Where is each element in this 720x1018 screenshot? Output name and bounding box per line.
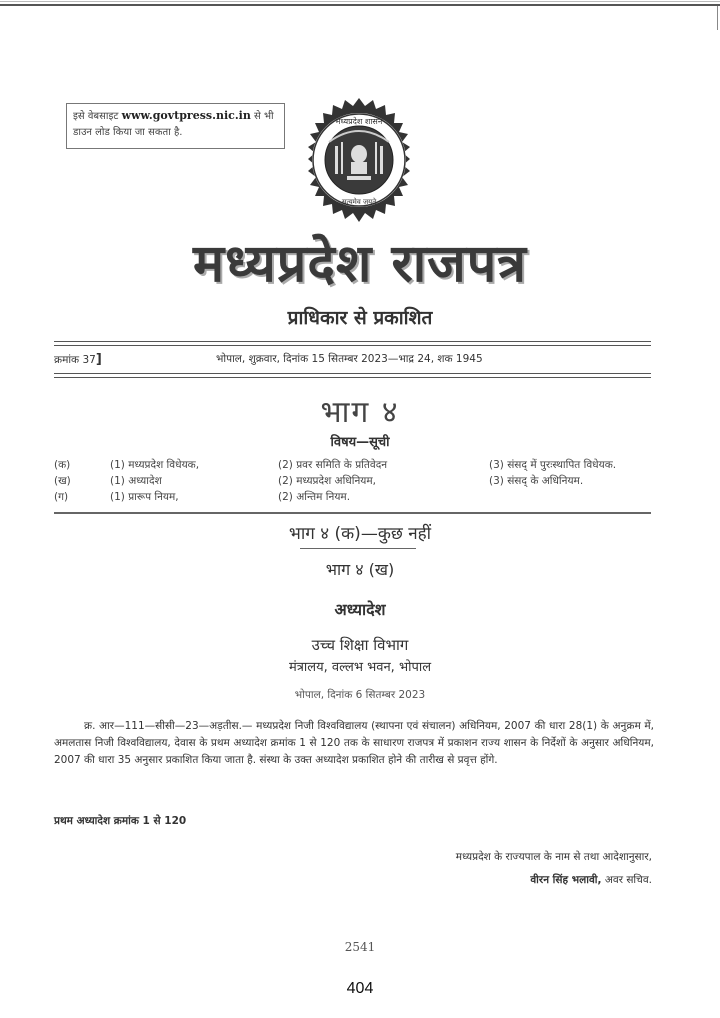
signatory-title: अवर सचिव. [601, 874, 652, 886]
issue-date: भोपाल, शुक्रवार, दिनांक 15 सितम्बर 2023—भाद्र 24, शक 1945 [216, 353, 483, 365]
notice-body: क्र. आर—111—सीसी—23—अड़तीस.— मध्यप्रदेश निजी विश्वविद्यालय (स्थापना एवं संचालन) अधिनियम, 2007 की धारा 28(1) के अनुक्रम में, अमलतास निजी विश्वविद्यालय, देवास के प्रथम अध्यादेश क्रमांक 1 से 120 तक के साधारण राजपत्र में प्रकाशन राज्य शासन के निर्देशों के अनुसार अधिनियम, 2007 की धारा 35 अनुसार प्रकाशित किया जाता है. संस्था के उक्त अध्यादेश प्रकाशित होने की तारीख से प्रवृत्त होंगे. [54, 720, 654, 766]
toc-item: (1) प्रारूप नियम, [110, 491, 179, 503]
part-4b-heading: भाग ४ (ख) [325, 560, 395, 579]
toc-key: (क) [54, 459, 71, 471]
ordinance-reference: प्रथम अध्यादेश क्रमांक 1 से 120 [54, 815, 187, 827]
department-name: उच्च शिक्षा विभाग [311, 636, 409, 654]
page-number: 404 [346, 980, 374, 997]
page-top-border [0, 4, 720, 6]
toc-item: (3) संसद् में पुरःस्थापित विधेयक. [489, 459, 617, 471]
website-notice-pre: इसे वेबसाइट [73, 111, 122, 122]
toc-row [54, 490, 654, 506]
original-page-number: 2541 [344, 940, 376, 954]
gazette-masthead: मध्यप्रदेश राजपत्र [192, 233, 528, 294]
toc-item: (1) अध्यादेश [110, 475, 162, 487]
toc-row [54, 474, 654, 490]
issue-divider-top [54, 341, 651, 346]
emblem-motto: सत्यमेव जयते [341, 198, 377, 206]
part-4a-heading: भाग ४ (क)—कुछ नहीं [288, 524, 432, 544]
website-url[interactable]: www.govtpress.nic.in [121, 109, 251, 122]
part-4a-divider [300, 548, 416, 549]
scan-edge-right [717, 6, 718, 30]
state-emblem-icon [295, 96, 423, 224]
toc-item: (3) संसद् के अधिनियम. [489, 475, 584, 487]
scan-edge-top [0, 1, 720, 2]
signatory-name: वीरन सिंह भलावी, [530, 874, 602, 886]
website-notice-post: से भी डाउन लोड किया जा सकता है. [73, 111, 274, 138]
issue-divider-bottom [54, 373, 651, 378]
toc-item: (2) अन्तिम नियम. [278, 491, 351, 503]
emblem-top-text: मध्यप्रदेश शासन [335, 117, 383, 126]
notice-place-date: भोपाल, दिनांक 6 सितम्बर 2023 [294, 689, 426, 701]
toc-row [54, 458, 654, 474]
part-title: भाग ४ [320, 395, 400, 430]
toc-title: विषय—सूची [330, 435, 390, 450]
signatory [530, 873, 652, 887]
gazette-subhead: प्राधिकार से प्रकाशित [287, 307, 433, 329]
authority-line: मध्यप्रदेश के राज्यपाल के नाम से तथा आदेशानुसार, [455, 851, 652, 863]
table-of-contents [54, 458, 654, 506]
toc-item: (2) प्रवर समिति के प्रतिवेदन [278, 459, 388, 471]
department-address: मंत्रालय, वल्लभ भवन, भोपाल [288, 660, 432, 675]
toc-key: (ख) [54, 475, 71, 487]
toc-key: (ग) [54, 491, 69, 503]
toc-item: (1) मध्यप्रदेश विधेयक, [110, 459, 200, 471]
toc-item: (2) मध्यप्रदेश अधिनियम, [278, 475, 377, 487]
toc-divider [54, 512, 651, 514]
notice-heading: अध्यादेश [334, 600, 386, 619]
website-notice-box [66, 103, 285, 149]
issue-number: क्रमांक 37] [54, 352, 102, 367]
